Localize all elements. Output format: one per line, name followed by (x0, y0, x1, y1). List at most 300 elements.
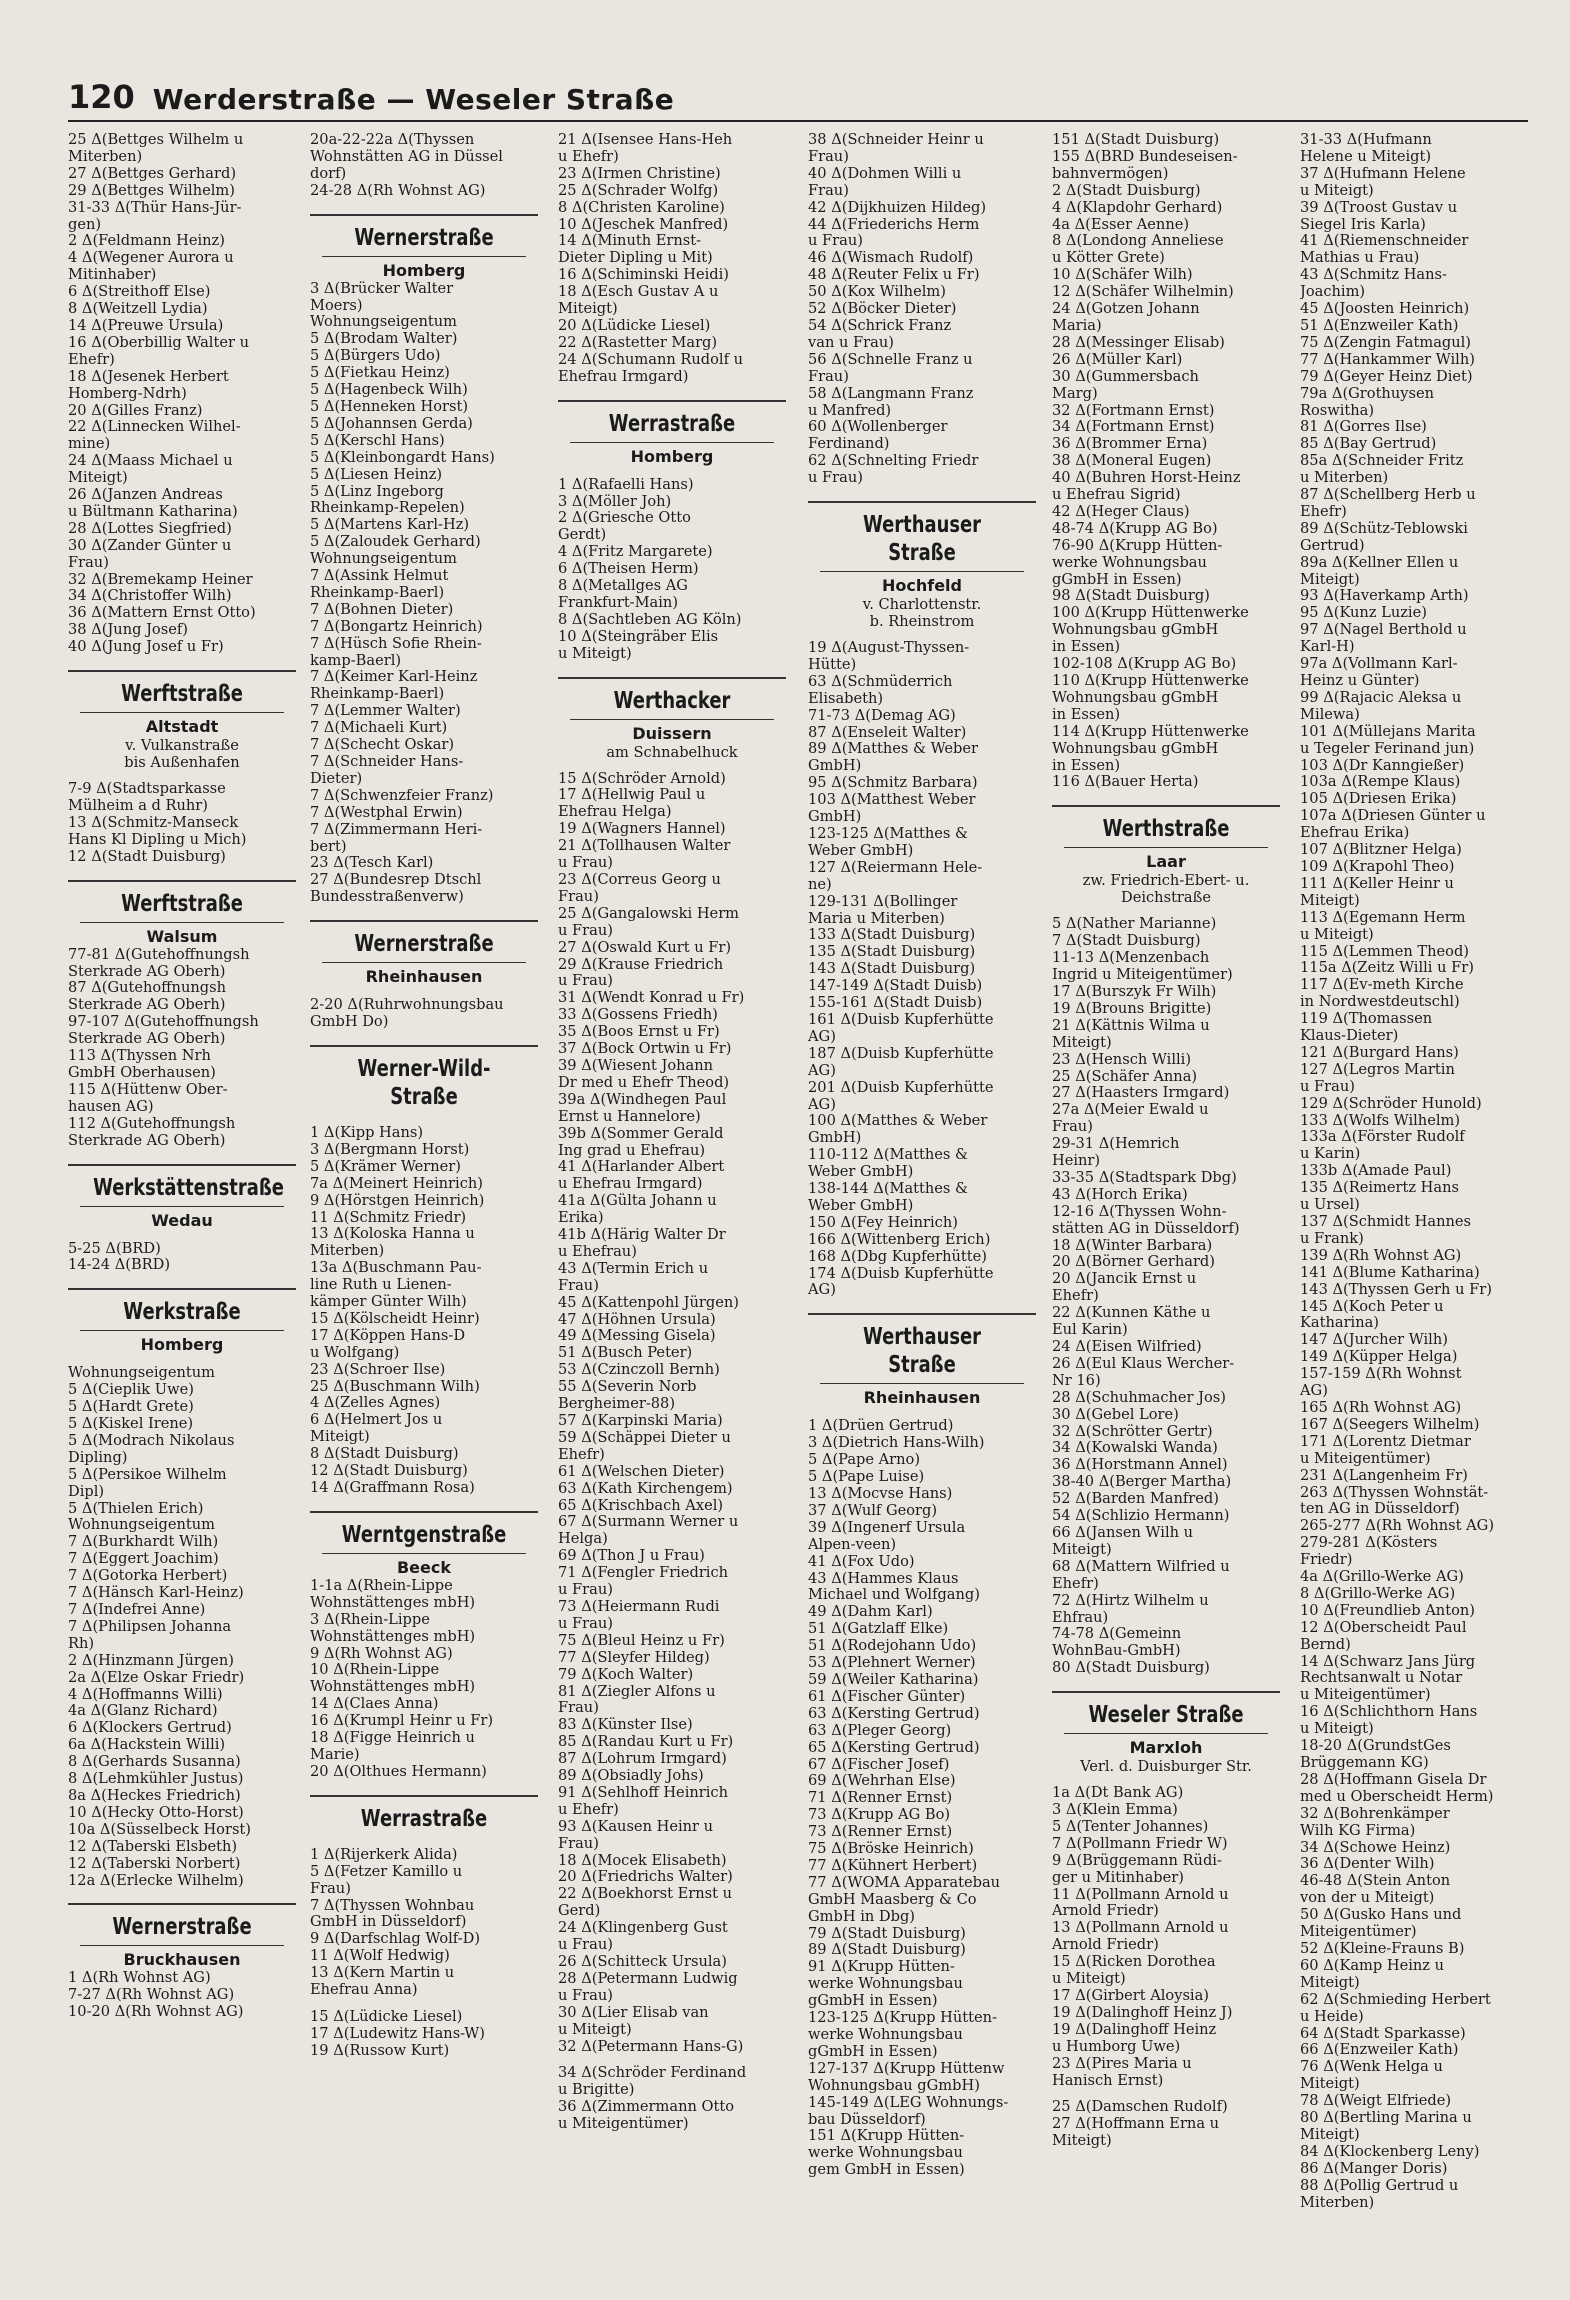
directory-entry: 39a Δ(Windhegen Paul (558, 1091, 727, 1108)
directory-entry: 39 Δ(Troost Gustav u (1300, 199, 1458, 216)
directory-entry: Ferdinand) (808, 436, 890, 453)
directory-entry: Frau) (808, 368, 849, 385)
directory-entry: 36 Δ(Zimmermann Otto (558, 2099, 734, 2116)
directory-entry: 53 Δ(Czinczoll Bernh) (558, 1362, 720, 1379)
directory-entry: Wohnungsbau gGmbH (1052, 740, 1219, 757)
directory-entry: 103 Δ(Matthest Weber (808, 792, 976, 809)
directory-entry: Siegel Iris Karla) (1300, 216, 1426, 233)
directory-entry: 49 Δ(Dahm Karl) (808, 1604, 933, 1621)
district-name: Rheinhausen (820, 1383, 1024, 1408)
directory-entry: bau Düsseldorf) (808, 2111, 926, 2128)
column-5 (1052, 132, 1280, 2150)
directory-entry: AG) (1300, 1383, 1328, 1400)
directory-entry: 165 Δ(Rh Wohnst AG) (1300, 1399, 1462, 1416)
directory-entry: 66 Δ(Enzweiler Kath) (1300, 2042, 1459, 2059)
street-heading (558, 400, 786, 438)
directory-entry: 80 Δ(Bertling Marina u (1300, 2110, 1472, 2127)
directory-entry: u Manfred) (808, 402, 892, 419)
directory-entry: 18 Δ(Jesenek Herbert (68, 368, 229, 385)
directory-entry: 27 Δ(Haasters Irmgard) (1052, 1085, 1230, 1102)
directory-entry: 127 Δ(Legros Martin (1300, 1061, 1455, 1078)
directory-entry: 137 Δ(Schmidt Hannes (1300, 1214, 1471, 1230)
directory-entry: 12 Δ(Schäfer Wilhelmin) (1052, 284, 1234, 301)
directory-entry: dorf) (310, 165, 347, 182)
street-heading (68, 1903, 296, 1941)
directory-entry: 87 Δ(Gutehoffnungsh (68, 980, 226, 997)
directory-entry: 24-28 Δ(Rh Wohnst AG) (310, 182, 486, 199)
directory-entry: 24 Δ(Gotzen Johann (1052, 301, 1200, 318)
street-name: Werner-Wild-Straße (357, 1055, 491, 1110)
district-name: Wedau (80, 1206, 284, 1231)
directory-entry: 16 Δ(Krumpl Heinr u Fr) (310, 1713, 494, 1730)
directory-entry: 36 Δ(Mattern Ernst Otto) (68, 605, 256, 622)
directory-entry: Marie) (310, 1746, 360, 1763)
directory-entry: 31-33 Δ(Hufmann (1300, 132, 1432, 148)
directory-entry: 57 Δ(Karpinski Maria) (558, 1413, 723, 1429)
street-heading (310, 920, 538, 958)
directory-entry: 19 Δ(Brouns Brigitte) (1052, 1000, 1212, 1017)
directory-entry: 2 Δ(Stadt Duisburg) (1052, 182, 1201, 199)
directory-entry: Moers) (310, 297, 363, 314)
directory-entry: 110-112 Δ(Matthes & (808, 1147, 969, 1164)
street-range-note: b. Rheinstrom (869, 613, 975, 631)
directory-entry: 74-78 Δ(Gemeinn (1052, 1626, 1182, 1643)
directory-entry: 10 Δ(Rhein-Lippe (310, 1662, 440, 1679)
directory-entry: 26 Δ(Müller Karl) (1052, 351, 1183, 368)
directory-entry: 151 Δ(Krupp Hütten- (808, 2128, 965, 2145)
directory-entry: Miteigt) (1300, 2076, 1360, 2093)
directory-entry: 7 Δ(Zimmermann Heri- (310, 821, 483, 838)
directory-entry: ten AG in Düsseldorf) (1300, 1501, 1460, 1518)
directory-entry: 11 Δ(Schmitz Friedr) (310, 1209, 467, 1226)
directory-entry: 151 Δ(Stadt Duisburg) (1052, 132, 1220, 148)
directory-entry: 71-73 Δ(Demag AG) (808, 707, 956, 724)
directory-entry: Ehefr) (1300, 503, 1347, 520)
directory-entry: Miteigt) (1300, 2126, 1360, 2143)
directory-entry: Dipl) (68, 1483, 105, 1500)
directory-entry: Alpen-veen) (808, 1536, 897, 1553)
district-name: Altstadt (80, 712, 284, 737)
directory-entry: 6 Δ(Helmert Jos u (310, 1412, 443, 1429)
directory-entry: u Miteigentümer) (1300, 1687, 1431, 1704)
street-heading (310, 1511, 538, 1549)
directory-entry: werke Wohnungsbau (808, 1976, 963, 1993)
street-name: Werthstraße (1102, 816, 1230, 843)
directory-entry: Rechtsanwalt u Notar (1300, 1670, 1463, 1687)
directory-entry: 5 Δ(Nather Marianne) (1052, 916, 1217, 933)
directory-entry: 17 Δ(Köppen Hans-D (310, 1327, 466, 1344)
directory-entry: 89 Δ(Schütz-Teblowski (1300, 520, 1468, 537)
directory-entry: 39 Δ(Wiesent Johann (558, 1057, 714, 1074)
directory-entry: GmbH in Dbg) (808, 1908, 915, 1925)
directory-entry: 4 Δ(Klapdohr Gerhard) (1052, 199, 1223, 216)
directory-entry: 42 Δ(Dijkhuizen Hildeg) (808, 199, 987, 216)
directory-entry: 3 Δ(Bergmann Horst) (310, 1141, 470, 1158)
directory-entry: Gerd) (558, 1903, 601, 1920)
directory-entry: 33-35 Δ(Stadtspark Dbg) (1052, 1169, 1237, 1186)
directory-entry: Wohnstättenges mbH) (310, 1594, 476, 1611)
directory-entry: 25 Δ(Bettges Wilhelm u (68, 132, 244, 148)
directory-entry: 22 Δ(Kunnen Käthe u (1052, 1305, 1211, 1322)
directory-entry: Frau) (808, 148, 849, 165)
directory-entry: u Frau) (558, 1937, 613, 1954)
street-name: Wernerstraße (112, 1914, 252, 1941)
directory-entry: Joachim) (1300, 284, 1366, 301)
column-4 (808, 132, 1036, 2179)
directory-entry: werke Wohnungsbau (808, 2027, 963, 2043)
directory-entry: 65 Δ(Krischbach Axel) (558, 1497, 724, 1514)
directory-entry: 119 Δ(Thomassen (1300, 1011, 1433, 1028)
directory-entry: AG) (808, 1096, 836, 1113)
directory-entry: 6 Δ(Klockers Gertrud) (68, 1720, 232, 1737)
directory-entry: Arnold Friedr) (1052, 1903, 1159, 1920)
street-name: Werftstraße (121, 681, 243, 708)
directory-entry: u Kötter Grete) (1052, 250, 1165, 267)
directory-entry: 91 Δ(Sehlhoff Heinrich (558, 1784, 728, 1801)
directory-entry: 34 Δ(Kowalski Wanda) (1052, 1440, 1218, 1457)
directory-entry: Frankfurt-Main) (558, 594, 679, 611)
directory-entry: Ehefrau Erika) (1300, 825, 1410, 842)
directory-entry: 93 Δ(Haverkamp Arth) (1300, 588, 1469, 605)
directory-entry: 157-159 Δ(Rh Wohnst (1300, 1366, 1462, 1383)
directory-entry: 17 Δ(Ludewitz Hans-W) (310, 2025, 486, 2042)
directory-entry: Frau) (808, 182, 849, 199)
directory-entry: 7 Δ(Hänsch Karl-Heinz) (68, 1585, 244, 1602)
directory-entry: 150 Δ(Fey Heinrich) (808, 1214, 958, 1231)
directory-entry: 5-25 Δ(BRD) (68, 1240, 161, 1257)
directory-entry: 89 Δ(Stadt Duisburg) (808, 1942, 966, 1959)
directory-entry: 10 Δ(Freundlieb Anton) (1300, 1602, 1475, 1619)
district-name: Laar (1064, 847, 1268, 872)
directory-entry: 75 Δ(Bröske Heinrich) (808, 1841, 974, 1858)
directory-entry: Frau) (558, 888, 599, 905)
street-range-note: v. Charlottenstr. (862, 596, 982, 614)
directory-entry: Friedr) (1300, 1552, 1353, 1569)
directory-entry: 46-48 Δ(Stein Anton (1300, 1873, 1451, 1890)
directory-entry: 20a-22-22a Δ(Thyssen (310, 132, 475, 148)
directory-entry: 26 Δ(Janzen Andreas (68, 487, 223, 504)
directory-entry: Ehefrau Irmgard) (558, 368, 689, 385)
directory-entry: 88 Δ(Pollig Gertrud u (1300, 2177, 1459, 2194)
directory-entry: 49 Δ(Messing Gisela) (558, 1328, 716, 1345)
directory-entry: von der u Miteigt) (1300, 1890, 1435, 1907)
directory-entry: 48-74 Δ(Krupp AG Bo) (1052, 520, 1218, 537)
column-1 (68, 132, 296, 2021)
directory-entry: 30 Δ(Zander Günter u (68, 537, 232, 554)
directory-entry: 155-161 Δ(Stadt Duisb) (808, 995, 983, 1012)
directory-entry: GmbH) (808, 758, 862, 775)
directory-entry: AG) (808, 1062, 836, 1079)
directory-entry: 62 Δ(Schmieding Herbert (1300, 1991, 1491, 2008)
directory-entry: Frau) (558, 1277, 599, 1294)
directory-entry: Klaus-Dieter) (1300, 1028, 1399, 1045)
directory-entry: 127 Δ(Reiermann Hele- (808, 859, 983, 876)
directory-entry: 1 Δ(Kipp Hans) (310, 1124, 424, 1141)
directory-entry: Wohnungsbau gGmbH) (808, 2077, 980, 2094)
directory-entry: 87 Δ(Schellberg Herb u (1300, 487, 1476, 504)
street-name: Wernerstraße (354, 224, 494, 251)
directory-entry: 18 Δ(Winter Barbara) (1052, 1237, 1213, 1254)
spacer (310, 1837, 538, 1847)
directory-entry: 12 Δ(Taberski Norbert) (68, 1855, 241, 1872)
directory-entry: 15 Δ(Lüdicke Liesel) (310, 2008, 463, 2025)
directory-entry: 5 Δ(Kiskel Irene) (68, 1416, 194, 1433)
directory-entry: 87 Δ(Lohrum Irmgard) (558, 1751, 727, 1768)
street-name: Werftstraße (121, 890, 243, 917)
directory-entry: u Ehefrau Irmgard) (558, 1176, 703, 1193)
street-name: Werrastraße (608, 410, 736, 437)
directory-entry: 8 Δ(Metallges AG (558, 578, 688, 595)
directory-entry: 29 Δ(Bettges Wilhelm) (68, 182, 235, 199)
directory-entry: 32 Δ(Bremekamp Heiner (68, 571, 253, 588)
directory-entry: 61 Δ(Fischer Günter) (808, 1688, 966, 1705)
directory-entry: 5 Δ(Kerschl Hans) (310, 432, 445, 449)
directory-entry: 15 Δ(Schröder Arnold) (558, 770, 726, 787)
directory-entry: 24 Δ(Maass Michael u (68, 453, 233, 470)
directory-entry: 34 Δ(Schowe Heinz) (1300, 1839, 1451, 1856)
directory-entry: 43 Δ(Hammes Klaus (808, 1570, 959, 1587)
directory-entry: Milewa) (1300, 706, 1360, 723)
directory-entry: u Ehefrau) (558, 1243, 637, 1260)
directory-entry: 7 Δ(Bongartz Heinrich) (310, 618, 483, 635)
directory-entry: 19 Δ(Dalinghoff Heinz J) (1052, 2004, 1233, 2021)
street-name: Werntgenstraße (341, 1521, 507, 1548)
directory-entry: 38 Δ(Jung Josef) (68, 622, 188, 639)
directory-entry: 26 Δ(Eul Klaus Wercher- (1052, 1355, 1235, 1372)
directory-entry: 23 Δ(Irmen Christine) (558, 165, 721, 182)
directory-entry: 147 Δ(Jurcher Wilh) (1300, 1332, 1448, 1349)
directory-entry: GmbH) (808, 809, 862, 826)
directory-entry: Frau) (310, 1880, 351, 1897)
street-heading (558, 677, 786, 715)
directory-entry: 3 Δ(Rhein-Lippe (310, 1611, 430, 1628)
directory-entry: Miterben) (1300, 2194, 1375, 2211)
directory-entry: 121 Δ(Burgard Hans) (1300, 1044, 1459, 1061)
street-heading (68, 1164, 296, 1202)
directory-entry: 75 Δ(Zengin Fatmagul) (1300, 334, 1472, 351)
directory-entry: Miteigt) (558, 301, 618, 318)
directory-entry: Miteigt) (1300, 571, 1360, 588)
directory-entry: 23 Δ(Tesch Karl) (310, 855, 434, 872)
directory-entry: 110 Δ(Krupp Hüttenwerke (1052, 673, 1249, 689)
directory-entry: Homberg-Ndrh) (68, 385, 187, 402)
directory-entry: 7 Δ(Lemmer Walter) (310, 703, 461, 720)
directory-entry: 45 Δ(Joosten Heinrich) (1300, 301, 1470, 318)
directory-entry: Katharina) (1300, 1315, 1380, 1332)
street-range-note: Deichstraße (1121, 889, 1211, 907)
directory-entry: GmbH) (808, 1130, 862, 1147)
directory-entry: Mathias u Frau) (1300, 250, 1420, 267)
directory-entry: 34 Δ(Fortmann Ernst) (1052, 419, 1215, 436)
directory-entry: 46 Δ(Wismach Rudolf) (808, 250, 974, 267)
directory-entry: gGmbH in Essen) (1052, 571, 1182, 588)
page-number: 120 (68, 78, 135, 116)
directory-entry: 143 Δ(Stadt Duisburg) (808, 961, 976, 978)
spacer (808, 1408, 1036, 1418)
directory-entry: 91 Δ(Krupp Hütten- (808, 1959, 955, 1976)
directory-entry: med u Oberscheidt Herm) (1300, 1788, 1494, 1805)
directory-entry: 149 Δ(Küpper Helga) (1300, 1349, 1458, 1366)
directory-entry: Bernd) (1300, 1636, 1351, 1653)
directory-entry: Dieter Dipling u Mit) (558, 250, 713, 267)
directory-entry: 95 Δ(Kunz Luzie) (1300, 605, 1427, 622)
directory-entry: 16 Δ(Schlichthorn Hans (1300, 1704, 1478, 1721)
directory-entry: 4a Δ(Glanz Richard) (68, 1703, 218, 1720)
directory-entry: 171 Δ(Lorentz Dietmar (1300, 1433, 1471, 1450)
directory-entry: 5 Δ(Fetzer Kamillo u (310, 1863, 463, 1880)
directory-entry: 117 Δ(Ev-meth Kirche (1300, 977, 1464, 994)
directory-entry: u Frau) (558, 1582, 613, 1599)
directory-entry: 4a Δ(Grillo-Werke AG) (1300, 1569, 1464, 1586)
directory-entry: Wohnungsbau gGmbH (1052, 622, 1219, 639)
directory-entry: 5 Δ(Thielen Erich) (68, 1500, 204, 1517)
directory-entry: 8 Δ(Weitzell Lydia) (68, 301, 208, 318)
directory-entry: 75 Δ(Bleul Heinz u Fr) (558, 1632, 725, 1649)
directory-entry: 100 Δ(Krupp Hüttenwerke (1052, 605, 1249, 622)
directory-entry: Bundesstraßenverw) (310, 889, 464, 906)
street-name: Werthauser Straße (862, 512, 982, 567)
directory-entry: 7 Δ(Philipsen Johanna (68, 1618, 232, 1635)
directory-entry: 41 Δ(Riemenschneider (1300, 233, 1469, 250)
street-name: Werthauser Straße (862, 1324, 982, 1379)
directory-entry: 7 Δ(Michaeli Kurt) (310, 720, 448, 737)
directory-entry: 9 Δ(Rh Wohnst AG) (310, 1645, 453, 1662)
column-3 (558, 132, 786, 2133)
directory-entry: 5 Δ(Linz Ingeborg (310, 483, 444, 500)
directory-entry: kamp-Baerl) (310, 652, 402, 669)
directory-entry: 7 Δ(Indefrei Anne) (68, 1602, 206, 1618)
directory-entry: 143 Δ(Thyssen Gerh u Fr) (1300, 1281, 1492, 1298)
directory-entry: 25 Δ(Buschmann Wilh) (310, 1378, 480, 1395)
directory-entry: Heinr) (1052, 1153, 1101, 1170)
directory-entry: 174 Δ(Duisb Kupferhütte (808, 1265, 994, 1282)
directory-entry: Weber GmbH) (808, 842, 914, 859)
directory-entry: Nr 16) (1052, 1372, 1101, 1389)
directory-entry: 62 Δ(Schnelting Friedr (808, 453, 979, 470)
directory-entry: 42 Δ(Heger Claus) (1052, 503, 1190, 520)
directory-entry: 17 Δ(Hellwig Paul u (558, 787, 706, 804)
directory-entry: 73 Δ(Renner Ernst) (808, 1824, 953, 1841)
directory-entry: 18 Δ(Figge Heinrich u (310, 1730, 475, 1747)
directory-entry: 3 Δ(Möller Joh) (558, 493, 672, 510)
spacer (1052, 1775, 1280, 1785)
directory-entry: u Frank) (1300, 1230, 1364, 1247)
directory-entry: 12 Δ(Stadt Duisburg) (310, 1463, 468, 1480)
directory-entry: 67 Δ(Fischer Josef) (808, 1756, 950, 1773)
directory-entry: 25 Δ(Schrader Wolfg) (558, 182, 719, 199)
directory-entry: 65 Δ(Kersting Gertrud) (808, 1739, 980, 1756)
directory-entry: 45 Δ(Kattenpohl Jürgen) (558, 1294, 739, 1311)
directory-entry: 8 Δ(Lehmkühler Justus) (68, 1771, 244, 1788)
directory-entry: Mülheim a d Ruhr) (68, 798, 208, 814)
directory-entry: 81 Δ(Gorres Ilse) (1300, 419, 1427, 436)
directory-entry: 5 Δ(Pape Arno) (808, 1452, 921, 1469)
directory-entry: 19 Δ(Wagners Hannel) (558, 821, 726, 838)
directory-entry: 111 Δ(Keller Heinr u (1300, 875, 1454, 892)
directory-entry: 33 Δ(Gossens Friedh) (558, 1007, 718, 1024)
directory-entry: 14 Δ(Claes Anna) (310, 1696, 439, 1713)
directory-entry: 20 Δ(Börner Gerhard) (1052, 1254, 1215, 1271)
directory-entry: 3 Δ(Dietrich Hans-Wilh) (808, 1435, 985, 1452)
directory-entry: 145 Δ(Koch Peter u (1300, 1298, 1444, 1315)
directory-entry: Arnold Friedr) (1052, 1937, 1159, 1954)
directory-entry: 18 Δ(Esch Gustav A u (558, 284, 719, 301)
directory-entry: 265-277 Δ(Rh Wohnst AG) (1300, 1518, 1495, 1535)
directory-entry: Brüggemann KG) (1300, 1755, 1429, 1771)
directory-entry: 41b Δ(Härig Walter Dr (558, 1227, 726, 1244)
directory-entry: 79 Δ(Geyer Heinz Diet) (1300, 368, 1473, 385)
directory-entry: u Miteigt) (558, 2021, 632, 2038)
directory-entry: 7 Δ(Westphal Erwin) (310, 804, 463, 821)
directory-entry: 47 Δ(Höhnen Ursula) (558, 1311, 716, 1328)
directory-entry: 6 Δ(Theisen Herm) (558, 561, 699, 578)
district-name: Rheinhausen (322, 962, 526, 987)
directory-entry: 48 Δ(Reuter Felix u Fr) (808, 267, 980, 284)
directory-entry: 32 Δ(Bohrenkämper (1300, 1805, 1450, 1822)
directory-entry: Erika) (558, 1210, 604, 1227)
directory-entry: u Frau) (558, 973, 613, 990)
directory-entry: 40 Δ(Dohmen Willi u (808, 165, 962, 182)
directory-entry: 51 Δ(Enzweiler Kath) (1300, 317, 1459, 334)
directory-entry: Heinz u Günter) (1300, 673, 1420, 689)
directory-entry: 12 Δ(Stadt Duisburg) (68, 848, 226, 865)
street-name: Werkstraße (123, 1299, 241, 1326)
directory-entry: 63 Δ(Schmüderrich (808, 673, 953, 690)
directory-entry: 147-149 Δ(Stadt Duisb) (808, 978, 983, 995)
directory-entry: 20 Δ(Jancik Ernst u (1052, 1271, 1197, 1288)
directory-entry: 28 Δ(Messinger Elisab) (1052, 334, 1225, 351)
directory-entry: 76-90 Δ(Krupp Hütten- (1052, 537, 1223, 554)
directory-entry: 21 Δ(Isensee Hans-Heh (558, 132, 733, 148)
directory-entry: 105 Δ(Driesen Erika) (1300, 791, 1457, 808)
directory-entry: 77 Δ(Hankammer Wilh) (1300, 351, 1475, 368)
directory-entry: 52 Δ(Barden Manfred) (1052, 1491, 1219, 1508)
directory-entry: 5 Δ(Kleinbongardt Hans) (310, 449, 495, 466)
directory-entry: 5 Δ(Cieplik Uwe) (68, 1382, 194, 1399)
directory-entry: Hans Kl Dipling u Mich) (68, 831, 247, 848)
directory-entry: Weber GmbH) (808, 1164, 914, 1181)
street-heading (310, 1795, 538, 1833)
directory-entry: 17 Δ(Girbert Aloysia) (1052, 1988, 1209, 2004)
directory-entry: gGmbH in Essen) (808, 1993, 938, 2010)
directory-entry: 103 Δ(Dr Kanngießer) (1300, 757, 1465, 774)
directory-entry: 29-31 Δ(Hemrich (1052, 1136, 1180, 1153)
directory-entry: 6a Δ(Hackstein Willi) (68, 1737, 226, 1754)
district-name: Hochfeld (820, 571, 1024, 596)
directory-entry: ne) (808, 876, 832, 893)
street-heading (68, 880, 296, 918)
directory-entry: u Ehefr) (558, 148, 619, 165)
directory-entry: 36 Δ(Denter Wilh) (1300, 1856, 1435, 1873)
directory-entry: 129 Δ(Schröder Hunold) (1300, 1095, 1482, 1112)
directory-entry: 38-40 Δ(Berger Martha) (1052, 1474, 1232, 1491)
directory-entry: u Karin) (1300, 1146, 1361, 1163)
directory-entry: 19 Δ(Dalinghoff Heinz (1052, 2021, 1217, 2038)
directory-entry: 55 Δ(Severin Norb (558, 1379, 697, 1396)
directory-entry: 12 Δ(Oberscheidt Paul (1300, 1619, 1467, 1636)
directory-entry: 98 Δ(Stadt Duisburg) (1052, 588, 1210, 605)
directory-entry: GmbH Do) (310, 1014, 389, 1031)
directory-entry: 26 Δ(Schitteck Ursula) (558, 1954, 727, 1970)
directory-entry: Sterkrade AG Oberh) (68, 1132, 226, 1149)
directory-entry: Ernst u Hannelore) (558, 1108, 701, 1125)
directory-entry: u Frau) (808, 470, 863, 487)
directory-entry: Miterben) (310, 1243, 385, 1260)
directory-entry: 27 Δ(Bundesrep Dtschl (310, 872, 482, 889)
directory-entry: bert) (310, 838, 347, 855)
directory-entry: 7 Δ(Burkhardt Wilh) (68, 1534, 219, 1551)
directory-entry: 5 Δ(Brodam Walter) (310, 331, 458, 348)
